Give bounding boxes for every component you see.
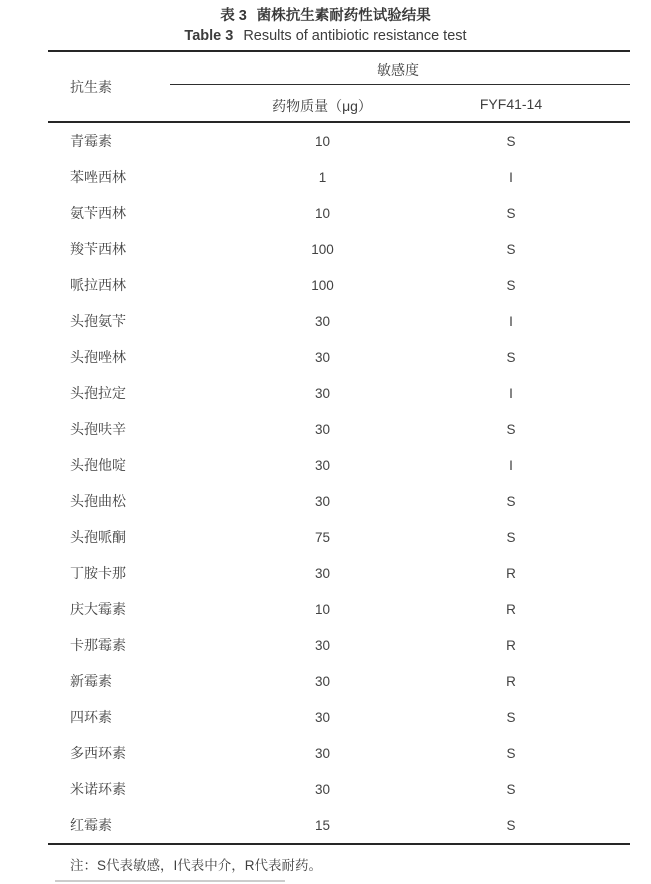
- table-row: [48, 195, 630, 231]
- result-value: I: [509, 313, 513, 329]
- antibiotic-name: 头孢拉定: [70, 385, 126, 401]
- antibiotic-name: 庆大霉素: [70, 601, 126, 617]
- header-strain: FYF41-14: [479, 96, 543, 112]
- antibiotic-name: 头孢他啶: [70, 457, 126, 473]
- header-sensitivity: 敏感度: [377, 62, 419, 78]
- result-value: I: [509, 385, 513, 401]
- dose-value: 30: [314, 493, 331, 509]
- results-table: [48, 50, 630, 874]
- table-row: [48, 339, 630, 375]
- antibiotic-name: 红霉素: [70, 817, 112, 833]
- table-row: [48, 231, 630, 267]
- dose-value: 15: [314, 817, 331, 833]
- dose-value: 30: [314, 637, 331, 653]
- dose-value: 30: [314, 709, 331, 725]
- result-value: S: [506, 205, 516, 221]
- sensitivity-spanner-rule: [170, 84, 630, 85]
- table-row: [48, 699, 630, 735]
- dose-value: 1: [318, 169, 327, 185]
- table-row: [48, 735, 630, 771]
- table-row: [48, 411, 630, 447]
- result-value: R: [506, 637, 516, 653]
- table-number-zh: 表 3: [220, 8, 247, 24]
- result-value: S: [506, 817, 516, 833]
- dose-value: 30: [314, 349, 331, 365]
- table-header: [48, 50, 630, 123]
- table-body: [48, 123, 630, 845]
- antibiotic-name: 头孢曲松: [70, 493, 126, 509]
- table-row: [48, 771, 630, 807]
- antibiotic-name: 头孢哌酮: [70, 529, 126, 545]
- table-title-en: [0, 27, 651, 45]
- header-dose: 药物质量（μg）: [272, 98, 372, 114]
- table-title-en-text: Results of antibiotic resistance test: [243, 28, 467, 44]
- result-value: S: [506, 781, 516, 797]
- dose-value: 100: [311, 277, 334, 293]
- result-value: S: [506, 277, 516, 293]
- result-value: R: [506, 601, 516, 617]
- table-row: [48, 123, 630, 159]
- dose-value: 30: [314, 565, 331, 581]
- result-value: S: [506, 241, 516, 257]
- table-row: [48, 807, 630, 843]
- table-row: [48, 303, 630, 339]
- table-row: [48, 447, 630, 483]
- result-value: S: [506, 421, 516, 437]
- result-value: S: [506, 745, 516, 761]
- result-value: S: [506, 493, 516, 509]
- antibiotic-name: 哌拉西林: [70, 277, 126, 293]
- result-value: S: [506, 133, 516, 149]
- table-row: [48, 591, 630, 627]
- table-row: [48, 519, 630, 555]
- antibiotic-name: 丁胺卡那: [70, 565, 126, 581]
- dose-value: 30: [314, 313, 331, 329]
- page-bottom-faint-rule: [55, 880, 285, 882]
- table-row: [48, 555, 630, 591]
- dose-value: 30: [314, 781, 331, 797]
- table-row: [48, 627, 630, 663]
- table-row: [48, 267, 630, 303]
- table-row: [48, 159, 630, 195]
- result-value: R: [506, 565, 516, 581]
- dose-value: 75: [314, 529, 331, 545]
- antibiotic-name: 青霉素: [70, 133, 112, 149]
- result-value: S: [506, 529, 516, 545]
- result-value: R: [506, 673, 516, 689]
- dose-value: 30: [314, 421, 331, 437]
- antibiotic-name: 氨苄西林: [70, 205, 126, 221]
- table-row: [48, 483, 630, 519]
- antibiotic-name: 头孢氨苄: [70, 313, 126, 329]
- antibiotic-name: 四环素: [70, 709, 112, 725]
- antibiotic-name: 羧苄西林: [70, 241, 126, 257]
- dose-value: 30: [314, 673, 331, 689]
- table-row: [48, 375, 630, 411]
- dose-value: 30: [314, 745, 331, 761]
- dose-value: 10: [314, 601, 331, 617]
- result-value: I: [509, 457, 513, 473]
- antibiotic-name: 苯唑西林: [70, 169, 126, 185]
- table-footnote: 注：S代表敏感，I代表中介，R代表耐药。: [70, 858, 323, 873]
- result-value: S: [506, 709, 516, 725]
- table-title-zh-text: 菌株抗生素耐药性试验结果: [256, 8, 431, 24]
- dose-value: 10: [314, 133, 331, 149]
- header-antibiotic: 抗生素: [70, 78, 112, 95]
- antibiotic-name: 卡那霉素: [70, 637, 126, 653]
- antibiotic-name: 头孢唑林: [70, 349, 126, 365]
- antibiotic-name: 新霉素: [70, 673, 112, 689]
- table-row: [48, 663, 630, 699]
- dose-value: 10: [314, 205, 331, 221]
- dose-value: 30: [314, 385, 331, 401]
- dose-value: 100: [311, 241, 334, 257]
- result-value: I: [509, 169, 513, 185]
- table-caption: [0, 0, 651, 45]
- result-value: S: [506, 349, 516, 365]
- table-title-zh: [0, 7, 651, 25]
- antibiotic-name: 米诺环素: [70, 781, 126, 797]
- antibiotic-name: 多西环素: [70, 745, 126, 761]
- dose-value: 30: [314, 457, 331, 473]
- table-number-en: Table 3: [184, 28, 234, 44]
- antibiotic-name: 头孢呋辛: [70, 421, 126, 437]
